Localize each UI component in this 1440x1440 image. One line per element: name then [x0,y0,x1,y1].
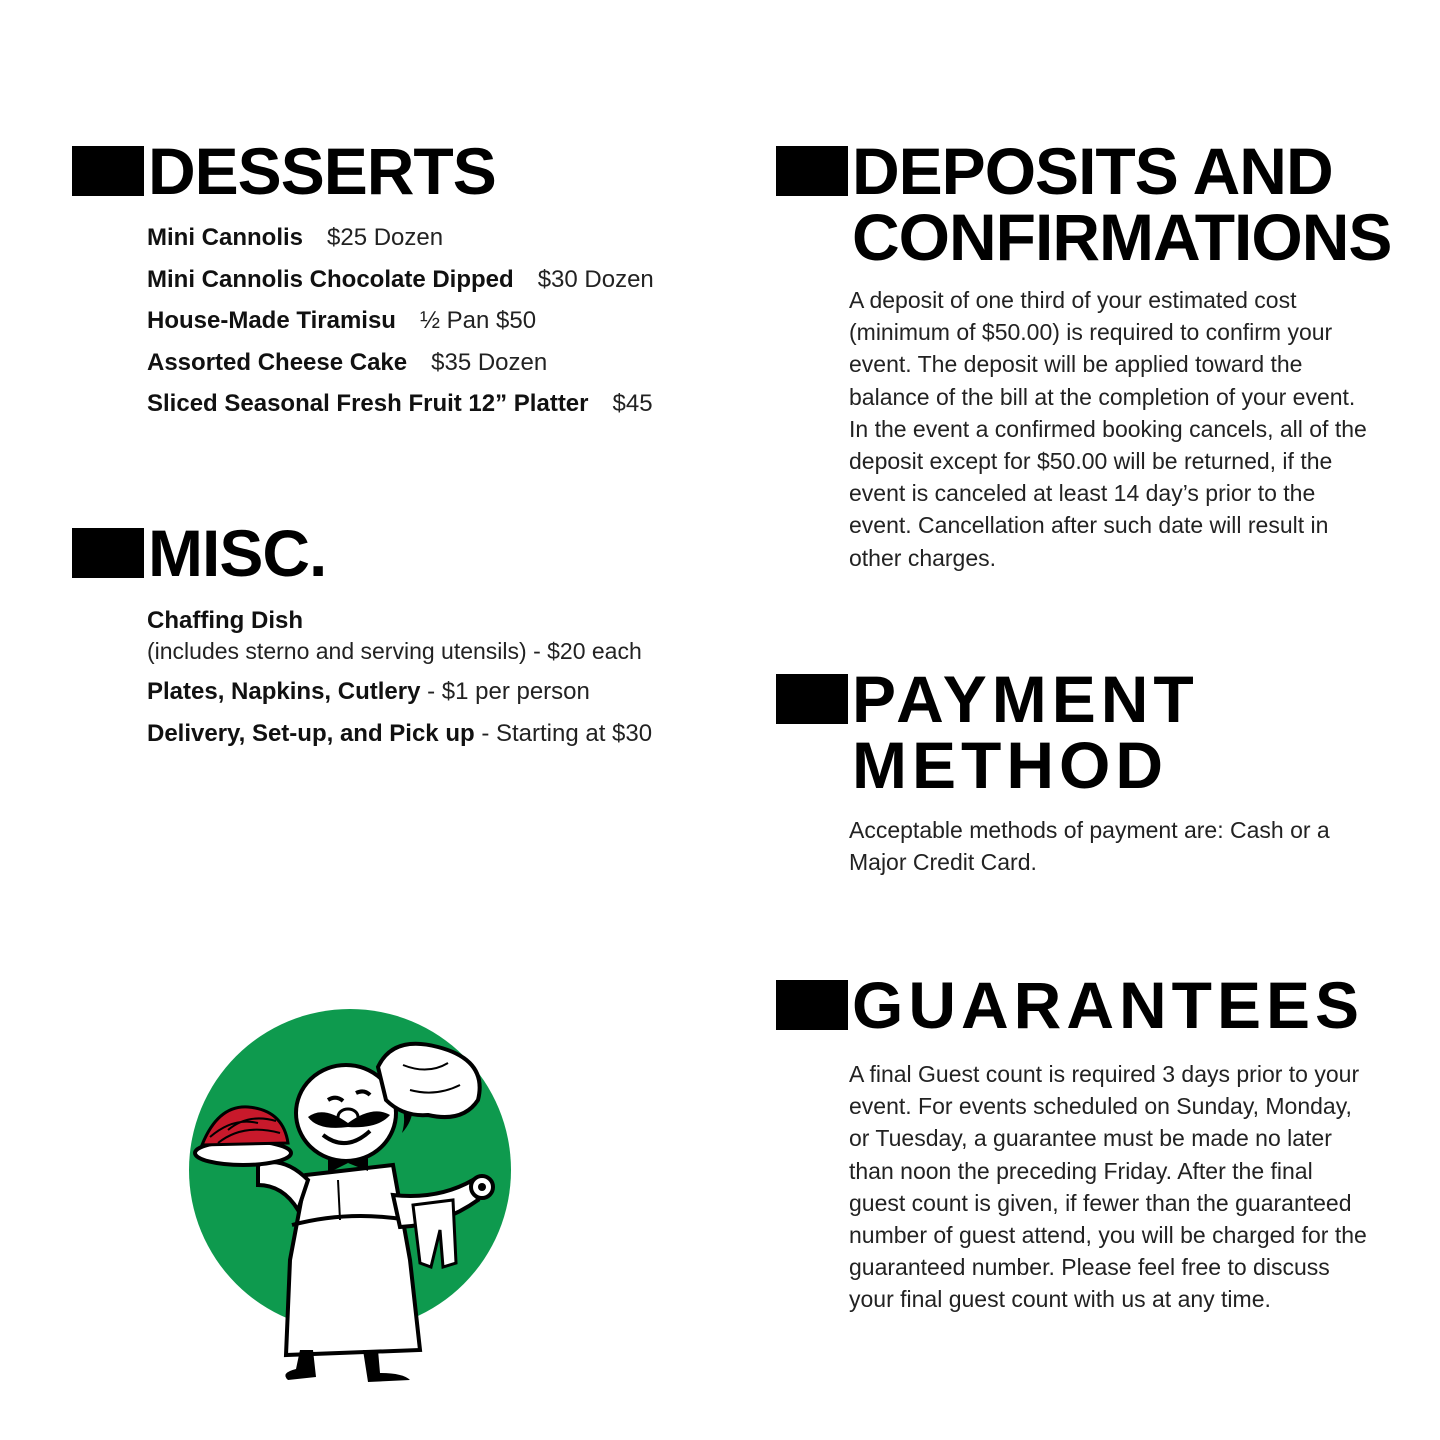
guarantees-heading-text: GUARANTEES [852,968,1365,1042]
item-price: $35 Dozen [431,348,548,376]
list-item [147,677,652,719]
chef-mascot-icon [188,1005,513,1385]
item-price: $45 [612,390,653,418]
item-name: Mini Cannolis Chocolate Dipped [147,265,514,293]
list-item [147,719,652,761]
item-price: $30 Dozen [537,265,654,293]
item-price: $25 Dozen [327,224,444,251]
desserts-heading [148,134,496,208]
list-item [147,606,652,677]
desserts-heading-text: DESSERTS [148,134,496,208]
item-name: Chaffing Dish [147,607,303,634]
item-price: - $1 per person [420,678,590,705]
deposits-heading-bar [776,146,848,196]
item-name: House-Made Tiramisu [147,307,396,335]
deposits-heading [852,134,1392,274]
deposits-body: A deposit of one third of your estimated cost (minimum of $50.00) is required to confirm your event. The deposit will be applied toward the balance of the bill at the completion of your event. In the event a confirmed booking cancels, all of the deposit except for $50.00 will be returned, if the event is canceled at least 14 day’s prior to the event. Cancellation after such date will result in other charges. [849,287,1367,571]
list-item [147,389,654,431]
list-item [147,265,654,307]
payment-heading-line1: PAYMENT [852,662,1199,736]
payment-heading-bar [776,674,848,724]
misc-heading [148,516,327,590]
list-item [147,348,654,390]
guarantees-heading-bar [776,980,848,1030]
misc-heading-bar [72,528,144,578]
deposits-heading-line1: DEPOSITS AND [852,134,1333,208]
item-price: ½ Pan $50 [419,307,537,335]
item-name: Assorted Cheese Cake [147,348,408,376]
deposits-heading-line2: CONFIRMATIONS [852,200,1392,274]
list-item [147,223,654,265]
item-name: Delivery, Set-up, and Pick up [147,719,475,747]
payment-body: Acceptable methods of payment are: Cash or a Major Credit Card. [849,817,1330,876]
item-price: - Starting at $30 [474,719,653,747]
item-name: Sliced Seasonal Fresh Fruit 12” Platter [147,390,589,418]
item-name: Mini Cannolis [147,224,303,251]
payment-heading-line2: METHOD [852,728,1168,802]
guarantees-heading [852,968,1365,1042]
misc-heading-text: MISC. [148,516,327,590]
guarantees-body: A final Guest count is required 3 days prior to your event. For events scheduled on Sunday, Monday, or Tuesday, a guarantee must be made no later than noon the preceding Friday. After the final guest count is given, if fewer than the guaranteed number of guest attend, you will be charged for the guaranteed number. Please feel free to discuss your final guest count with us at any time. [849,1061,1367,1313]
desserts-list [147,223,654,431]
item-description: (includes sterno and serving utensils) - $20 each [147,638,642,664]
item-name: Plates, Napkins, Cutlery [147,678,421,705]
misc-list [147,606,652,760]
desserts-heading-bar [72,146,144,196]
chef-mascot-logo [188,1005,513,1385]
payment-heading [852,662,1199,802]
list-item [147,306,654,348]
